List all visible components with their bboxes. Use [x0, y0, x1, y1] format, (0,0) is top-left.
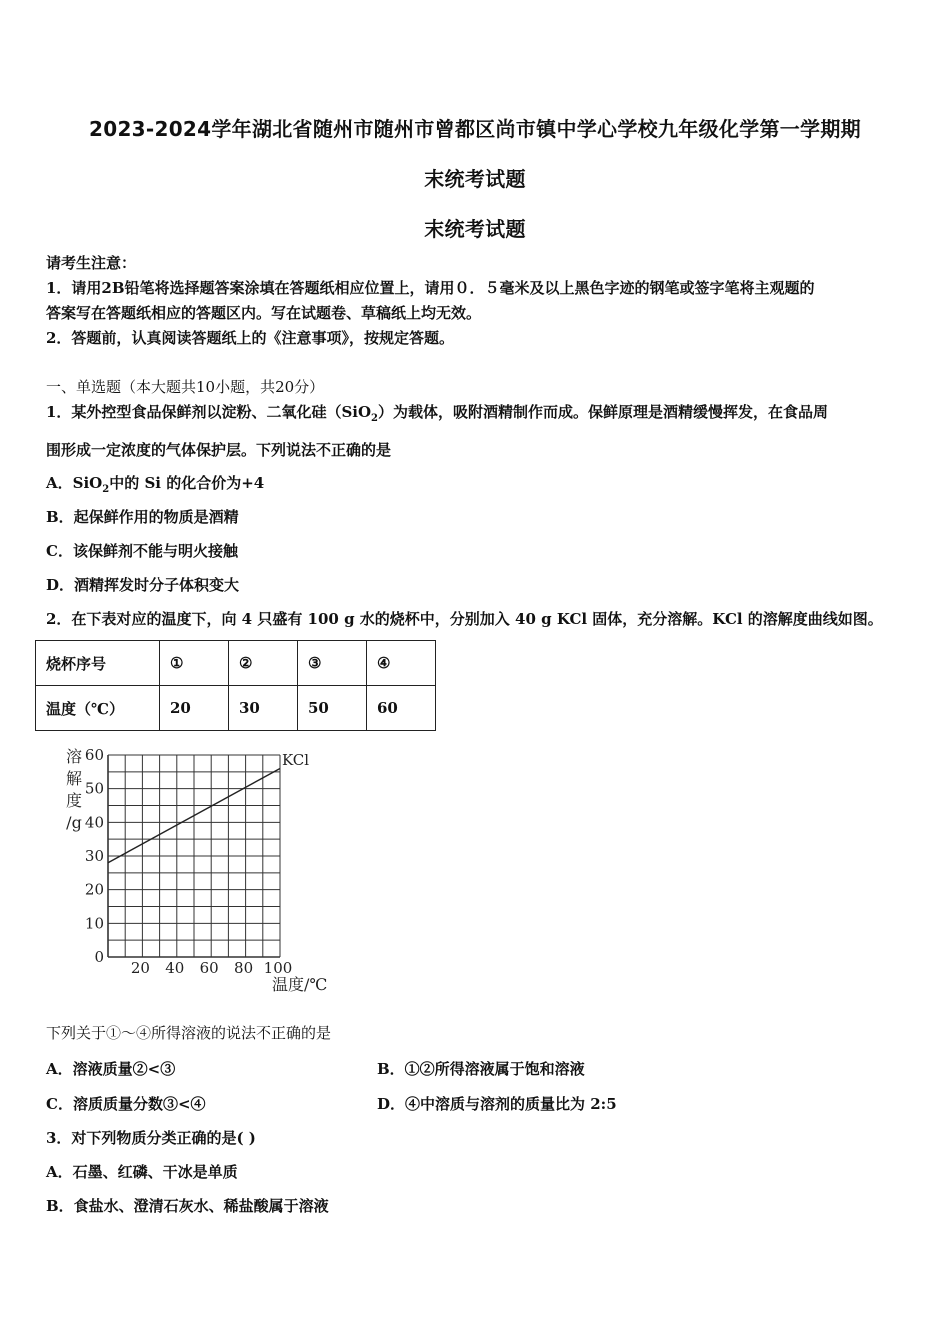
chart-ticks [85, 746, 292, 977]
table-header-cell: 烧杯序号 [36, 641, 160, 686]
notice-item-1: 1．请用2B铅笔将选择题答案涂填在答题纸相应位置上，请用０．５毫米及以上黑色字迹的钢笔或签字笔将主观题的 [46, 279, 815, 297]
q2-option-a: A．溶液质量②<③ [46, 1060, 176, 1078]
y-tick-label: 20 [84, 880, 104, 899]
q1-option-a-subscript: 2 [102, 484, 110, 495]
table-row [36, 641, 436, 686]
x-tick-label: 100 [263, 959, 293, 977]
x-tick-label: 20 [130, 959, 150, 977]
table-cell: ④ [367, 641, 436, 686]
q2-question: 下列关于①～④所得溶液的说法不正确的是 [46, 1024, 332, 1042]
table-cell: ③ [298, 641, 367, 686]
q1-option-a [46, 472, 264, 495]
table-cell: 20 [160, 686, 229, 731]
y-tick-label: 60 [84, 746, 104, 764]
table-cell: 60 [367, 686, 436, 731]
q2-stem: 2．在下表对应的温度下，向 4 只盛有 100 g 水的烧杯中，分别加入 40 g KCl 固体，充分溶解。KCl 的溶解度曲线如图。 [46, 610, 883, 628]
y-tick-label: 40 [84, 813, 104, 832]
q1-stem [46, 401, 828, 424]
q3-stem: 3．对下列物质分类正确的是( ) [46, 1129, 256, 1147]
chart-grid [108, 755, 280, 957]
table-cell: ① [160, 641, 229, 686]
q2-option-b: B．①②所得溶液属于饱和溶液 [377, 1060, 585, 1078]
table-header-cell: 温度（℃） [36, 686, 160, 731]
table-cell: 50 [298, 686, 367, 731]
y-tick-label: 0 [94, 948, 104, 966]
y-tick-label: 10 [84, 914, 104, 933]
q2-option-d: D．④中溶质与溶剂的质量比为 2:5 [377, 1095, 617, 1113]
q1-option-a-part-b: 中的 Si 的化合价为+4 [109, 474, 265, 492]
y-axis-label-char: 解 [65, 769, 83, 788]
q3-option-a: A．石墨、红磷、干冰是单质 [46, 1163, 238, 1181]
notice-item-2: 2．答题前，认真阅读答题纸上的《注意事项》，按规定答题。 [46, 329, 454, 347]
page-title-line2: 末统考试题 [424, 167, 526, 191]
q1-option-d: D．酒精挥发时分子体积变大 [46, 576, 240, 594]
solubility-chart [60, 745, 360, 1000]
q1-option-a-part-a: A．SiO [46, 474, 103, 492]
x-tick-label: 60 [199, 959, 219, 977]
table-cell: ② [229, 641, 298, 686]
notice-heading: 请考生注意： [46, 254, 137, 272]
notice-item-1-cont: 答案写在答题纸相应的答题区内。写在试题卷、草稿纸上均无效。 [46, 304, 482, 322]
page-title: 2023-2024学年湖北省随州市随州市曾都区尚市镇中学心学校九年级化学第一学期期 [89, 117, 861, 141]
x-tick-label: 40 [165, 959, 185, 977]
y-axis-label-char: 溶 [65, 747, 83, 766]
y-axis-label-char: 度 [65, 791, 83, 810]
q3-option-b: B．食盐水、澄清石灰水、稀盐酸属于溶液 [46, 1197, 329, 1215]
q2-option-c: C．溶质质量分数③<④ [46, 1095, 206, 1113]
q1-option-b: B．起保鲜作用的物质是酒精 [46, 508, 239, 526]
x-tick-label: 80 [234, 959, 254, 977]
q1-stem-subscript: 2 [371, 413, 379, 424]
q1-option-c: C．该保鲜剂不能与明火接触 [46, 542, 238, 560]
y-axis-label-char: /g [66, 813, 82, 832]
q1-stem-part-a: 1．某外控型食品保鲜剂以淀粉、二氧化硅（SiO [46, 403, 372, 421]
page-subtitle: 末统考试题 [424, 217, 526, 241]
table-row [36, 686, 436, 731]
y-tick-label: 30 [84, 847, 104, 865]
series-label-kcl: KCl [282, 751, 310, 769]
q1-stem-part-b: ）为载体，吸附酒精制作而成。保鲜原理是酒精缓慢挥发，在食品周 [378, 403, 829, 421]
table-cell: 30 [229, 686, 298, 731]
q1-stem-cont: 围形成一定浓度的气体保护层。下列说法不正确的是 [46, 441, 392, 459]
section-heading: 一、单选题（本大题共10小题，共20分） [46, 378, 325, 396]
beaker-table [35, 640, 436, 731]
y-tick-label: 50 [84, 779, 104, 798]
x-axis-label: 温度/℃ [272, 975, 328, 994]
